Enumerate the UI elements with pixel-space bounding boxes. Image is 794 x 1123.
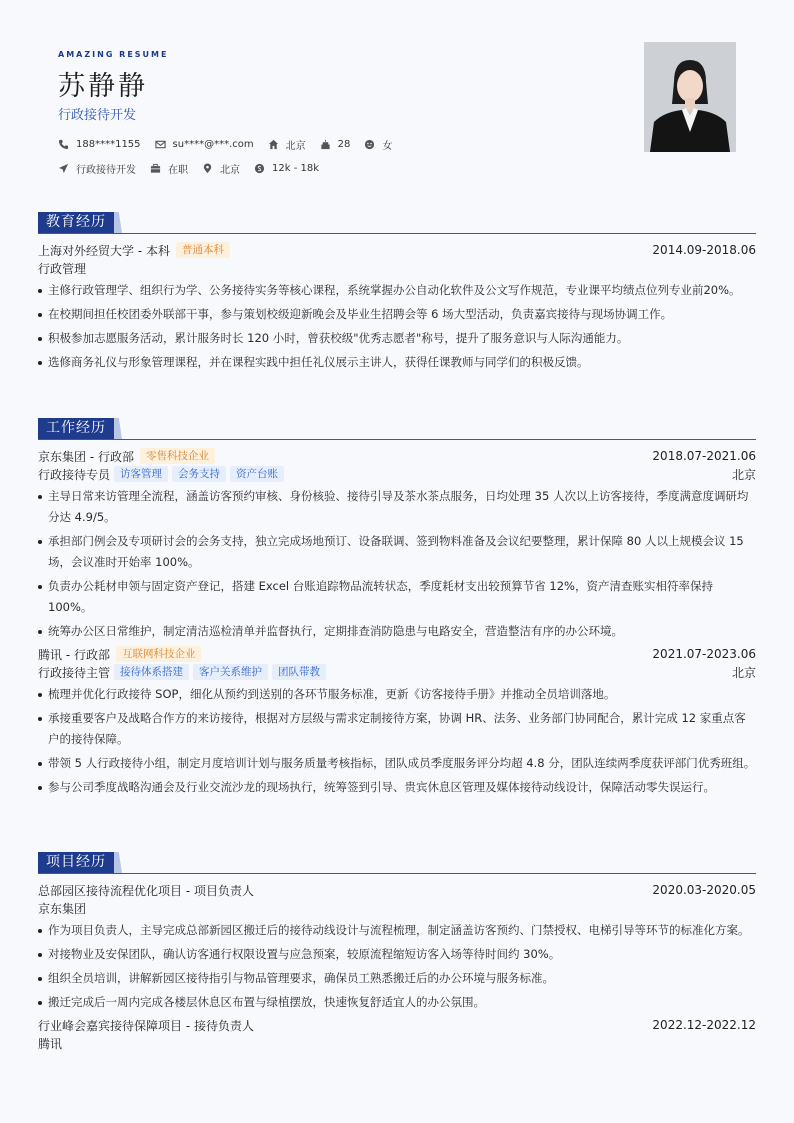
list-item: 主修行政管理学、组织行为学、公务接待实务等核心课程，系统掌握办公自动化软件及公文写作规范，专业课平均绩点位列专业前20%。 (38, 280, 756, 301)
project-org-row (38, 899, 756, 917)
company-name: 京东集团 - 行政部 (38, 449, 134, 464)
work-header (38, 418, 756, 440)
mail-icon (155, 139, 166, 150)
job-title: 行政接待开发 (58, 108, 137, 123)
list-item: 承担部门例会及专项研讨会的会务支持，独立完成场地预订、设备联调、签到物料准备及会议纪要整理，累计保障 80 人以上规模会议 15 场，会议准时开始率 100%。 (38, 531, 756, 573)
skill-badge: 客户关系维护 (193, 664, 268, 680)
phone-text: 188****1155 (76, 139, 141, 150)
profile-photo (644, 42, 736, 152)
list-item: 在校期间担任校团委外联部干事，参与策划校级迎新晚会及毕业生招聘会等 6 场大型活动，负责嘉宾接待与现场协调工作。 (38, 304, 756, 325)
job-bullets (38, 486, 756, 642)
money-icon (254, 163, 265, 174)
skill-badge: 团队带教 (272, 664, 326, 680)
briefcase-icon (150, 163, 161, 174)
intent-position-info (58, 161, 136, 176)
age-text: 28 (337, 139, 351, 150)
position-name: 行政接待主管 (38, 665, 111, 680)
project-title-row (38, 881, 756, 899)
skill-badge: 资产台账 (230, 466, 284, 482)
education-date: 2014.09-2018.06 (652, 243, 756, 257)
list-item: 负责办公耗材申领与固定资产登记，搭建 Excel 台账追踪物品流转状态，季度耗材支出较预算节省 12%，资产清查账实相符率保持 100%。 (38, 576, 756, 618)
list-item: 对接物业及安保团队，确认访客通行权限设置与应急预案，较原流程缩短访客入场等待时间约 30%。 (38, 944, 756, 965)
job-date: 2018.07-2021.06 (652, 449, 756, 463)
skill-badge: 访客管理 (114, 466, 168, 482)
education-header (38, 212, 756, 234)
job-company-row (38, 447, 756, 465)
project-entry (38, 1016, 756, 1052)
phone-icon (58, 139, 69, 150)
school-type-badge: 普通本科 (176, 242, 230, 258)
list-item: 主导日常来访管理全流程，涵盖访客预约审核、身份核验、接待引导及茶水茶点服务，日均处理 35 人次以上访客接待，季度满意度调研均分达 4.9/5。 (38, 486, 756, 528)
candidate-name: 苏静静 (58, 71, 148, 102)
email-info (155, 139, 254, 150)
project-bullets (38, 920, 756, 1013)
project-org: 腾讯 (38, 1036, 63, 1051)
send-icon (58, 163, 69, 174)
face-icon (364, 139, 375, 150)
school-name: 上海对外经贸大学 - 本科 (38, 243, 170, 258)
list-item: 参与公司季度战略沟通会及行业交流沙龙的现场执行，统筹签到引导、贵宾休息区管理及媒体接待动线设计，保障活动零失误运行。 (38, 777, 756, 798)
cake-icon (320, 139, 331, 150)
list-item: 作为项目负责人，主导完成总部新园区搬迁后的接待动线设计与流程梳理，制定涵盖访客预约、门禁授权、电梯引导等环节的标准化方案。 (38, 920, 756, 941)
job-city: 北京 (731, 467, 756, 482)
education-school-row (38, 241, 756, 259)
intent-position-text: 行政接待开发 (76, 165, 136, 176)
project-org: 京东集团 (38, 901, 87, 916)
project-title-row (38, 1016, 756, 1034)
job-entry (38, 447, 756, 642)
home-icon (268, 139, 279, 150)
list-item: 统筹办公区日常维护，制定清洁巡检清单并监督执行，定期排查消防隐患与电路安全，营造整洁有序的办公环境。 (38, 621, 756, 642)
job-bullets (38, 684, 756, 798)
job-company-row (38, 645, 756, 663)
project-name: 行业峰会嘉宾接待保障项目 - 接待负责人 (38, 1018, 254, 1033)
status-info (150, 161, 188, 176)
gender-text: 女 (382, 141, 393, 152)
list-item: 带领 5 人行政接待小组，制定月度培训计划与服务质量考核指标，团队成员季度服务评分均超 4.8 分，团队连续两季度获评部门优秀班组。 (38, 753, 756, 774)
work-section (38, 418, 756, 798)
contact-info-row (58, 137, 406, 152)
list-item: 梳理并优化行政接待 SOP，细化从预约到送别的各环节服务标准，更新《访客接待手册》并推动全员培训落地。 (38, 684, 756, 705)
list-item: 搬迁完成后一周内完成各楼层休息区布置与绿植摆放，快速恢复舒适宜人的办公氛围。 (38, 992, 756, 1013)
list-item: 承接重要客户及战略合作方的来访接待，根据对方层级与需求定制接待方案，协调 HR、法务、业务部门协同配合，累计完成 12 家重点客户的接待保障。 (38, 708, 756, 750)
education-major-row (38, 259, 756, 277)
project-date: 2020.03-2020.05 (652, 883, 756, 897)
job-city: 北京 (731, 665, 756, 680)
status-text: 在职 (168, 165, 188, 176)
intent-city-info (202, 161, 240, 176)
projects-title: 项目经历 (38, 852, 114, 873)
salary-text: 12k - 18k (272, 163, 319, 174)
skill-badge: 会务支持 (172, 466, 226, 482)
company-type-badge: 互联网科技企业 (116, 646, 202, 662)
major-name: 行政管理 (38, 261, 87, 276)
home-city-info (268, 137, 306, 152)
project-name: 总部园区接待流程优化项目 - 项目负责人 (38, 883, 254, 898)
skill-badge: 接待体系搭建 (114, 664, 189, 680)
list-item: 组织全员培训，讲解新园区接待指引与物品管理要求，确保员工熟悉搬迁后的办公环境与服务标准。 (38, 968, 756, 989)
project-org-row (38, 1034, 756, 1052)
job-position-row (38, 465, 756, 483)
projects-header (38, 852, 756, 874)
home-city-text: 北京 (285, 141, 306, 152)
project-date: 2022.12-2022.12 (652, 1018, 756, 1032)
salary-info (254, 163, 319, 174)
job-entry (38, 645, 756, 798)
email-text: su****@***.com (172, 139, 254, 150)
education-title: 教育经历 (38, 212, 114, 233)
job-position-row (38, 663, 756, 681)
education-section (38, 212, 756, 373)
work-title: 工作经历 (38, 418, 114, 439)
intent-city-text: 北京 (220, 165, 240, 176)
project-entry (38, 881, 756, 1013)
age-info (320, 139, 351, 150)
phone-info (58, 139, 141, 150)
job-intent-row (58, 161, 333, 176)
brand-label: AMAZING RESUME (58, 50, 169, 59)
job-date: 2021.07-2023.06 (652, 647, 756, 661)
list-item: 积极参加志愿服务活动，累计服务时长 120 小时，曾获校级"优秀志愿者"称号，提升了服务意识与人际沟通能力。 (38, 328, 756, 349)
list-item: 选修商务礼仪与形象管理课程，并在课程实践中担任礼仪展示主讲人，获得任课教师与同学们的积极反馈。 (38, 352, 756, 373)
gender-info (364, 137, 392, 152)
position-name: 行政接待专员 (38, 467, 111, 482)
education-bullets (38, 280, 756, 373)
location-icon (202, 163, 213, 174)
projects-section (38, 852, 756, 1052)
company-name: 腾讯 - 行政部 (38, 647, 110, 662)
company-type-badge: 零售科技企业 (140, 448, 215, 464)
